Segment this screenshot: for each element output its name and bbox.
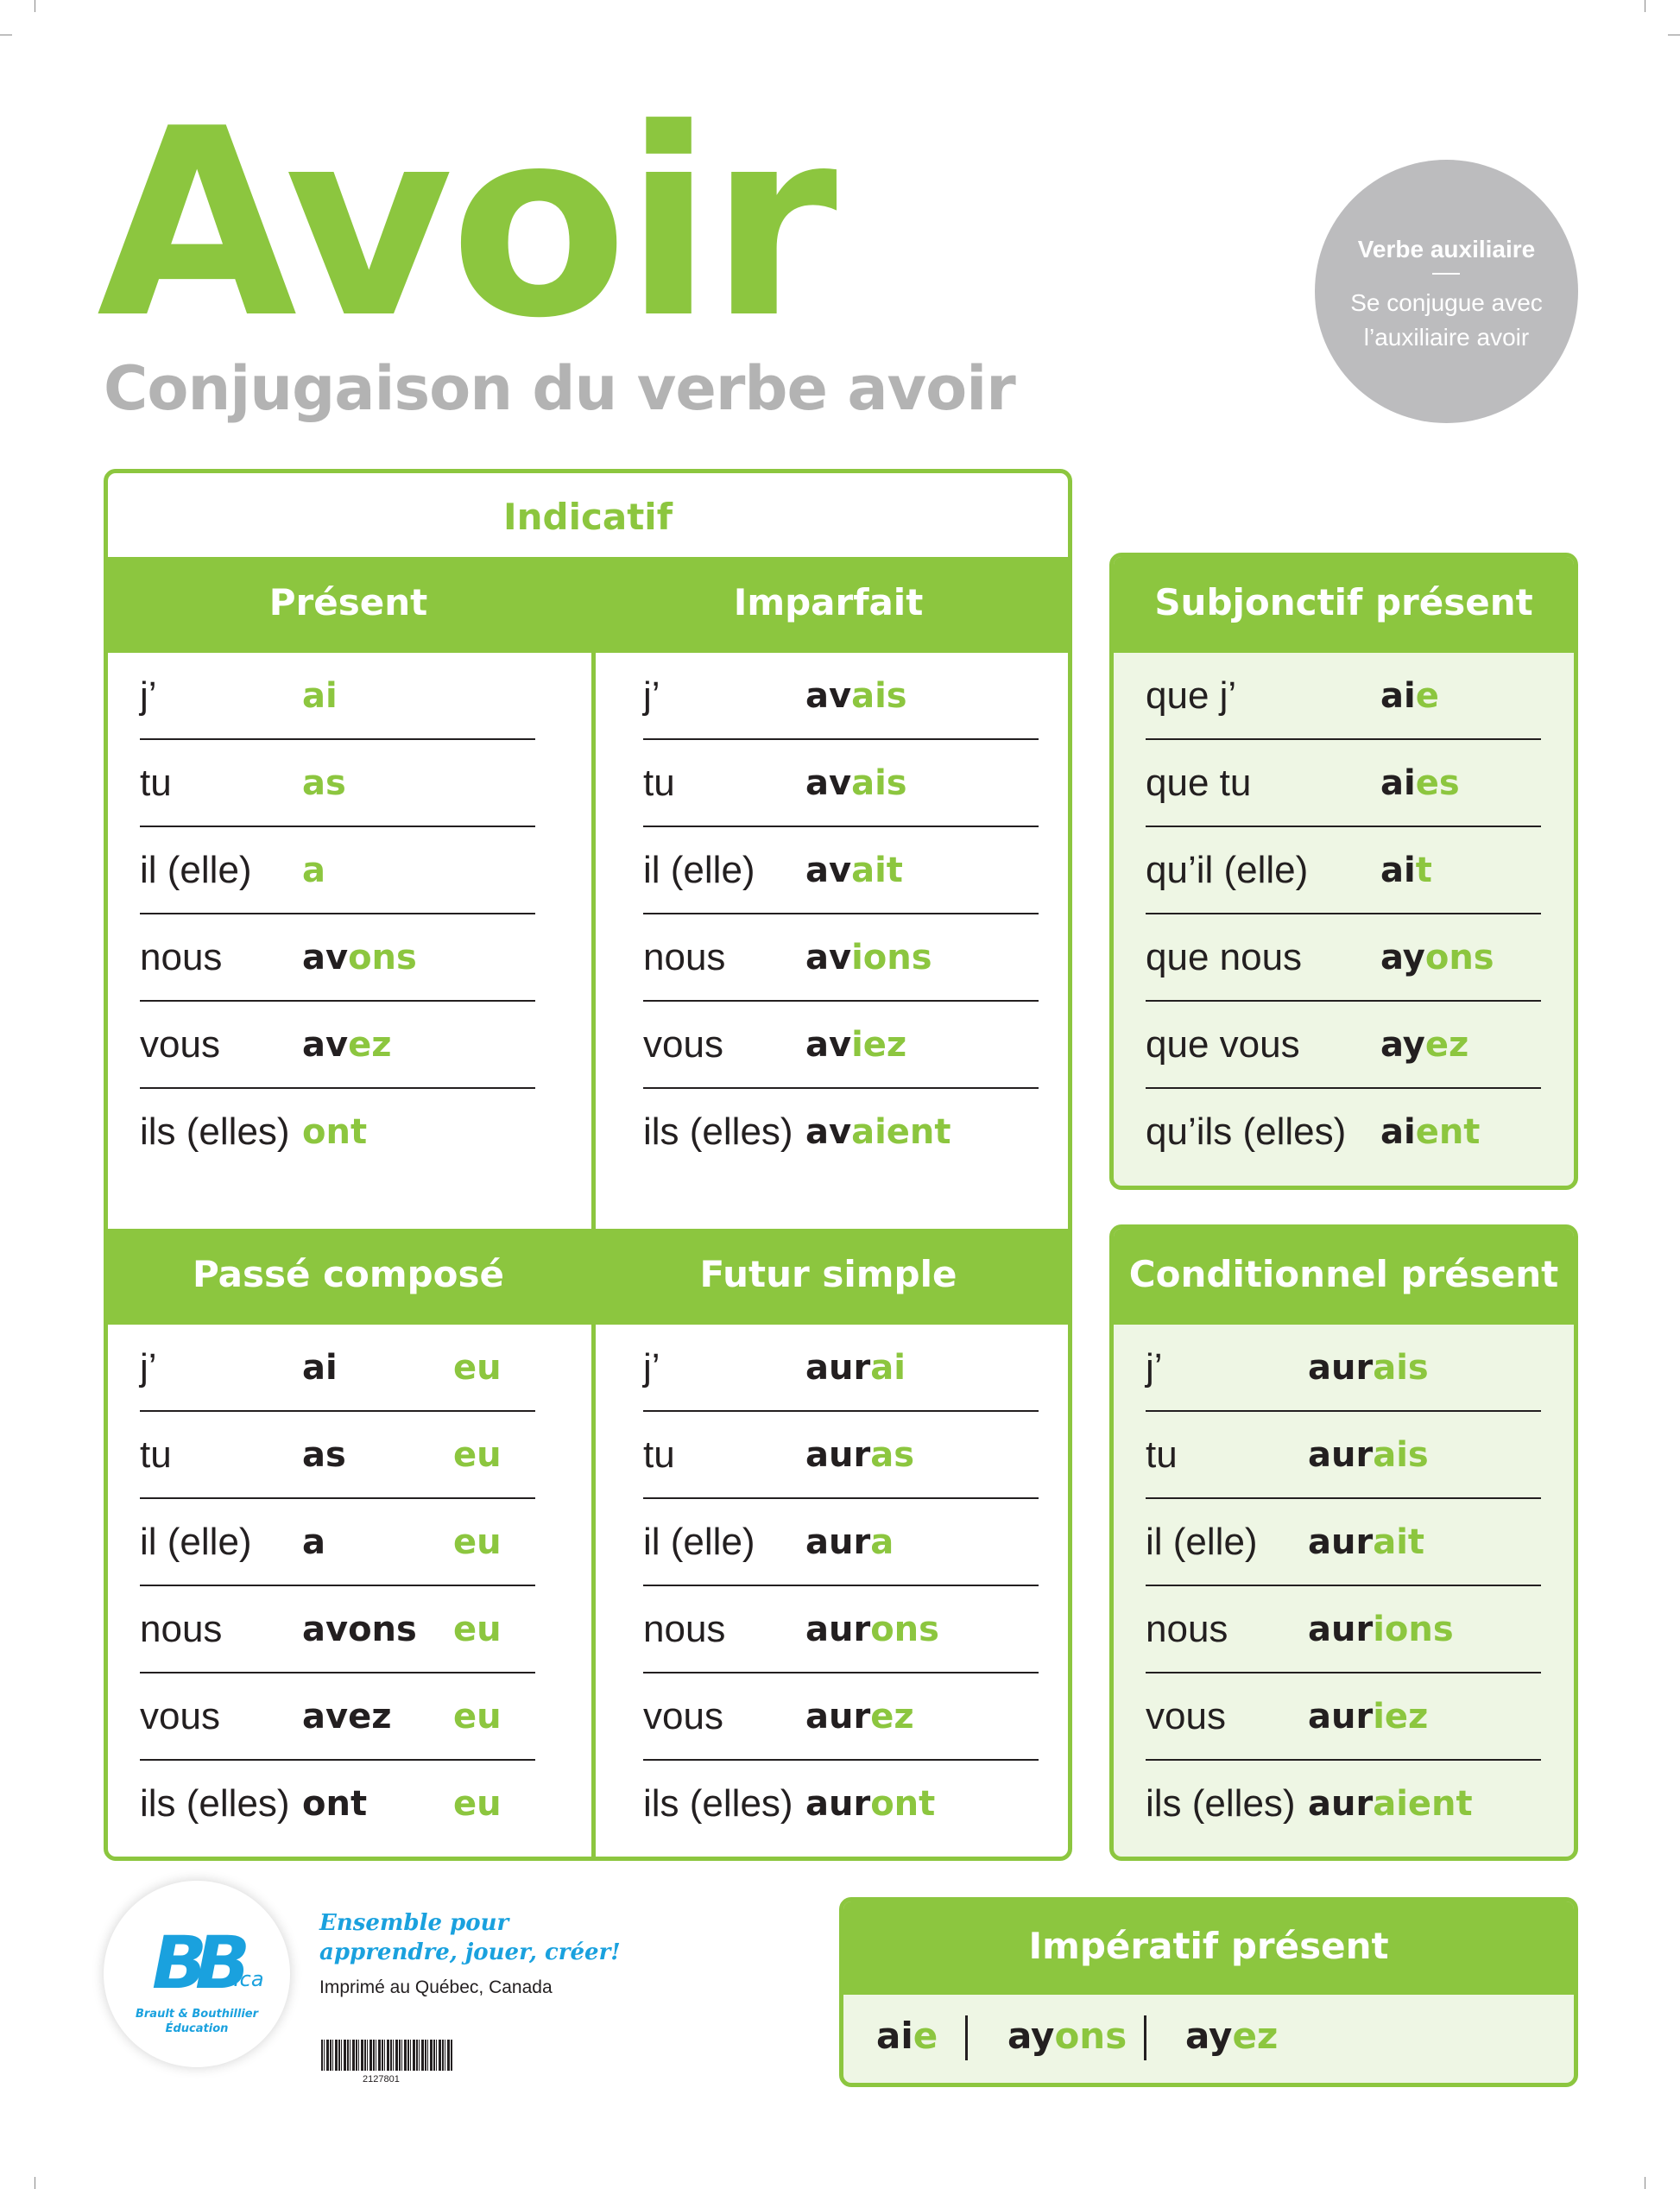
verb-form: avez <box>302 1025 392 1065</box>
publisher-logo <box>104 1881 290 2067</box>
table-row <box>643 827 1039 914</box>
logo-name <box>104 2007 290 2036</box>
table-row <box>1146 1325 1541 1412</box>
conditionnel-box <box>1109 1224 1578 1861</box>
barcode-number: 2127801 <box>363 2074 400 2085</box>
table-row <box>643 1673 1039 1761</box>
verb-form: ai <box>302 676 338 716</box>
pronoun: ils (elles) <box>140 1110 290 1153</box>
pronoun: il (elle) <box>140 849 252 891</box>
verb-form: aie <box>1380 676 1439 716</box>
pronoun: j’ <box>643 674 660 717</box>
page-title: Avoir <box>97 73 834 375</box>
verb-form: aurais <box>1308 1348 1429 1388</box>
pronoun: que vous <box>1146 1023 1300 1066</box>
verb-form: aurez <box>805 1697 914 1737</box>
pronoun: ils (elles) <box>1146 1782 1296 1825</box>
pronoun: il (elle) <box>140 1521 252 1563</box>
verb-form: auront <box>805 1784 936 1824</box>
pronoun: vous <box>140 1695 220 1737</box>
pronoun: nous <box>643 1608 726 1650</box>
verb-form: aurons <box>805 1610 939 1649</box>
pronoun: j’ <box>140 674 157 717</box>
futur-simple-title: Futur simple <box>699 1253 957 1295</box>
verb-form: aurai <box>805 1348 906 1388</box>
table-row <box>1146 1002 1541 1089</box>
participle: eu <box>453 1697 502 1737</box>
pronoun: vous <box>643 1023 723 1066</box>
pronoun: vous <box>1146 1695 1226 1737</box>
printed-in: Imprimé au Québec, Canada <box>319 1977 553 1997</box>
badge-divider <box>1432 273 1460 275</box>
participle: eu <box>453 1784 502 1824</box>
verb-form: aurais <box>1308 1435 1429 1475</box>
participle: eu <box>453 1435 502 1475</box>
slogan-line: apprendre, jouer, créer! <box>319 1939 621 1965</box>
table-row <box>140 1412 535 1499</box>
pronoun: nous <box>643 936 726 978</box>
table-row <box>1146 1412 1541 1499</box>
pronoun: nous <box>1146 1608 1228 1650</box>
table-row <box>140 1089 535 1176</box>
pronoun: nous <box>140 1608 223 1650</box>
table-row <box>643 914 1039 1002</box>
pronoun: vous <box>643 1695 723 1737</box>
barcode <box>321 2040 452 2071</box>
table-row <box>643 1761 1039 1848</box>
verb-form: avait <box>805 851 903 890</box>
pronoun: tu <box>140 762 172 804</box>
verb-form: avons <box>302 938 417 977</box>
verb-form: a <box>302 851 325 890</box>
table-row <box>643 1412 1039 1499</box>
imperatif-separator <box>1144 2015 1146 2060</box>
table-row <box>140 740 535 827</box>
table-row <box>140 1002 535 1089</box>
table-row <box>140 827 535 914</box>
pronoun: j’ <box>643 1346 660 1389</box>
verb-form: aient <box>1380 1112 1481 1152</box>
auxiliary: a <box>302 1522 325 1562</box>
publisher-slogan <box>319 1908 621 1967</box>
table-row <box>140 1586 535 1673</box>
verb-form: avais <box>805 676 907 716</box>
table-row <box>1146 653 1541 740</box>
pronoun: que nous <box>1146 936 1303 978</box>
verb-form: aura <box>805 1522 894 1562</box>
pronoun: j’ <box>140 1346 157 1389</box>
table-row <box>643 1325 1039 1412</box>
pronoun: il (elle) <box>1146 1521 1258 1563</box>
verb-form: ayons <box>1380 938 1494 977</box>
table-row <box>140 1673 535 1761</box>
pronoun: ils (elles) <box>643 1782 793 1825</box>
table-row <box>1146 1673 1541 1761</box>
verb-form: ont <box>302 1112 368 1152</box>
verb-form: avais <box>805 763 907 803</box>
verb-form: aurions <box>1308 1610 1454 1649</box>
pronoun: tu <box>643 762 675 804</box>
logo-name-line: Éducation <box>165 2022 229 2035</box>
table-row <box>643 740 1039 827</box>
table-row <box>643 1586 1039 1673</box>
logo-suffix: .ca <box>233 1967 264 1991</box>
verb-form: auras <box>805 1435 915 1475</box>
column-divider <box>591 653 596 1229</box>
table-row <box>1146 827 1541 914</box>
page-subtitle: Conjugaison du verbe avoir <box>104 353 1015 424</box>
table-row <box>140 1325 535 1412</box>
imperatif-separator <box>965 2015 968 2060</box>
verb-form: as <box>302 763 346 803</box>
pronoun: il (elle) <box>643 849 755 891</box>
auxiliary: avons <box>302 1610 417 1649</box>
verb-form: auriez <box>1308 1697 1429 1737</box>
badge-title: Verbe auxiliaire <box>1357 236 1536 263</box>
verb-form: aviez <box>805 1025 907 1065</box>
table-row <box>140 653 535 740</box>
auxiliary-badge <box>1315 160 1578 423</box>
pronoun: nous <box>140 936 223 978</box>
table-row <box>1146 1089 1541 1176</box>
table-row <box>643 1002 1039 1089</box>
pronoun: que j’ <box>1146 674 1237 717</box>
auxiliary: avez <box>302 1697 392 1737</box>
subjonctif-box <box>1109 553 1578 1190</box>
table-row <box>1146 1586 1541 1673</box>
subjonctif-title: Subjonctif présent <box>1154 581 1533 623</box>
pronoun: tu <box>643 1433 675 1476</box>
pronoun: tu <box>1146 1433 1178 1476</box>
table-row <box>643 1089 1039 1176</box>
participle: eu <box>453 1610 502 1649</box>
imperatif-form: ayez <box>1185 2015 1279 2057</box>
pronoun: tu <box>140 1433 172 1476</box>
imperatif-form: aie <box>876 2015 938 2057</box>
indicatif-title: Indicatif <box>503 496 673 538</box>
verb-form: ayez <box>1380 1025 1469 1065</box>
pronoun: qu’il (elle) <box>1146 849 1309 891</box>
verb-form: aies <box>1380 763 1460 803</box>
slogan-line: Ensemble pour <box>319 1910 509 1936</box>
imparfait-title: Imparfait <box>733 581 924 623</box>
auxiliary: ai <box>302 1348 338 1388</box>
badge-text-line: Se conjugue avec <box>1350 289 1543 316</box>
pronoun: ils (elles) <box>140 1782 290 1825</box>
verb-form: ait <box>1380 851 1432 890</box>
pronoun: il (elle) <box>643 1521 755 1563</box>
verb-form: auraient <box>1308 1784 1473 1824</box>
table-row <box>643 653 1039 740</box>
logo-mark: BB <box>152 1920 239 2005</box>
passe-compose-title: Passé composé <box>192 1253 505 1295</box>
table-row <box>140 1499 535 1586</box>
table-row <box>140 1761 535 1848</box>
imperatif-title: Impératif présent <box>1028 1925 1389 1967</box>
participle: eu <box>453 1522 502 1562</box>
logo-name-line: Brault & Bouthillier <box>135 2008 259 2021</box>
verb-form: aurait <box>1308 1522 1425 1562</box>
pronoun: vous <box>140 1023 220 1066</box>
imperatif-form: ayons <box>1007 2015 1127 2057</box>
pronoun: qu’ils (elles) <box>1146 1110 1347 1153</box>
pronoun: ils (elles) <box>643 1110 793 1153</box>
verb-form: avions <box>805 938 932 977</box>
present-title: Présent <box>268 581 428 623</box>
badge-text-line: l’auxiliaire avoir <box>1363 324 1530 351</box>
verb-form: avaient <box>805 1112 951 1152</box>
table-row <box>1146 1499 1541 1586</box>
auxiliary: ont <box>302 1784 368 1824</box>
conditionnel-title: Conditionnel présent <box>1128 1253 1559 1295</box>
indicatif-box <box>104 469 1072 1861</box>
badge-text <box>1323 286 1569 355</box>
auxiliary: as <box>302 1435 346 1475</box>
pronoun: que tu <box>1146 762 1252 804</box>
table-row <box>1146 740 1541 827</box>
table-row <box>140 914 535 1002</box>
table-row <box>1146 1761 1541 1848</box>
table-row <box>643 1499 1039 1586</box>
participle: eu <box>453 1348 502 1388</box>
column-divider <box>591 1325 596 1861</box>
table-row <box>1146 914 1541 1002</box>
pronoun: j’ <box>1146 1346 1163 1389</box>
